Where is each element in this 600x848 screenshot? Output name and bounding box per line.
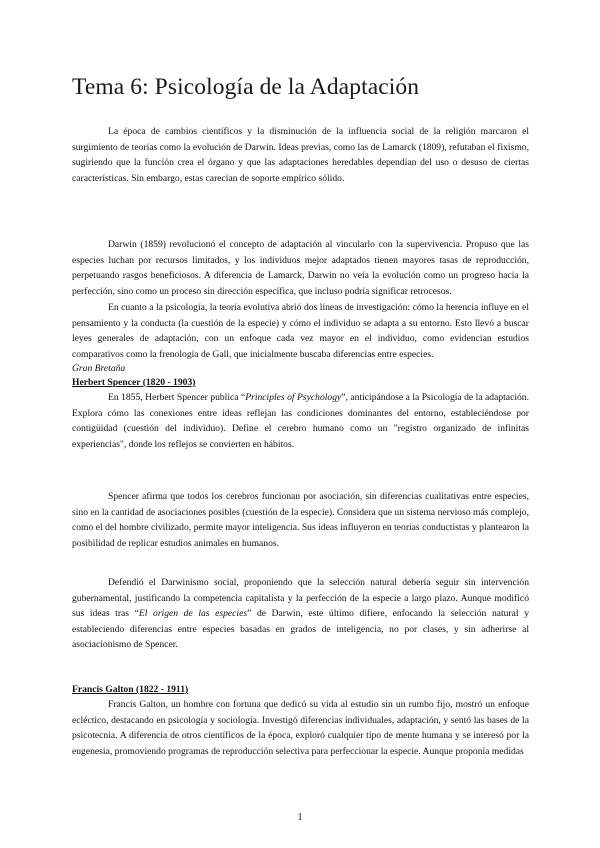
paragraph-psychology: En cuanto a la psicología, la teoría evolutiva abrió dos líneas de investigación: cómo la herencia influye en el pensamiento y la conducta (la cuestión de la especie) y cómo el individuo se adapta a su entorno. Esto llevó a buscar leyes generales de adaptación, con un enfoque cada vez mayor en el individuo, como evidencian estudios comparativos como la frenología de Gall, que inicialmente buscaba diferencias entre especies.: [72, 302, 529, 360]
heading-herbert-spencer: Herbert Spencer (1820 - 1903): [72, 377, 196, 388]
paragraph-spencer-3: [72, 575, 529, 653]
darwin-book-title: El origen de las especies: [138, 608, 248, 620]
spencer-book-title: Principles of Psychology: [245, 392, 342, 403]
spencer-p1-text-b: ”, anticipándose a la Psicología de la adaptación. Explora cómo las conexiones entre ideas reflejan las condiciones dominantes del entorno, estableciéndose por contigüidad (cuestión del individuo). Define el cerebro humano como un "registro organizado de infinitas experiencias", donde los reflejos se convierten en hábitos.: [72, 392, 529, 450]
paragraph-intro: La época de cambios científicos y la disminución de la influencia social de la religión marcaron el surgimiento de teorías como la evolución de Darwin. Ideas previas, como las de Lamarck (1809), refutaban el fixismo, sugiriendo que la función crea el órgano y que las adaptaciones heredables dependían del uso o desuso de ciertas características. Sin embargo, estas carecían de soporte empírico sólido.: [72, 126, 529, 184]
page-number: 1: [297, 812, 303, 823]
spencer-p1-text-a: En 1855, Herbert Spencer publica “: [108, 392, 246, 403]
paragraph-spencer-2: Spencer afirma que todos los cerebros funcionan por asociación, sin diferencias cualitativas entre especies, sino en la cantidad de asociaciones posibles (cuestión de la especie). Considera que un sistema nervioso más complejo, como el del hombre civilizado, permite mayor inteligencia. Sus ideas influyeron en teorías conductistas y plantearon la posibilidad de replicar estudios animales en humanos.: [72, 491, 529, 549]
paragraph-spencer-1: [72, 390, 529, 452]
paragraph-darwin: Darwin (1859) revolucionó el concepto de adaptación al vincularlo con la supervivencia. Propuso que las especies luchan por recursos limitados, y los individuos mejor adaptados tienen mayores tasas de reproducción, perpetuando rasgos beneficiosos. A diferencia de Lamarck, Darwin no veía la evolución como un progreso hacia la perfección, sino como un proceso sin dirección específica, que incluso podría significar retrocesos.: [72, 239, 529, 297]
heading-francis-galton: Francis Galton (1822 - 1911): [72, 684, 189, 695]
spencer-p3-text-a: Defendió el Darwinismo social, proponiendo que la selección natural debería seguir sin intervención gubernamental, justificando la competencia capitalista y la perfección de la especie a largo plazo. Aunque modificó sus ideas tras “: [72, 577, 529, 620]
paragraph-galton-1: Francis Galton, un hombre con fortuna que dedicó su vida al estudio sin un rumbo fijo, mostró un enfoque ecléctico, destacando en psicología y sociología. Investigó diferencias individuales, adaptación, y sentó las bases de la psicotecnia. A diferencia de otros científicos de la época, exploró cualquier tipo de mente humana y se interesó por la eugenesia, promoviendo programas de reproducción selectiva para perfeccionar la especie. Aunque proponía medidas: [72, 699, 529, 757]
spencer-p3-text-b: ” de Darwin, este último difiere, enfocando la selección natural y estableciendo diferencias entre especies basadas en grados de inteligencia, no por clases, y sin adherirse al asociacionismo de Spencer.: [72, 608, 529, 651]
page-title: Tema 6: Psicología de la Adaptación: [72, 74, 420, 100]
section-label-gran-bretana: Gran Bretaña: [72, 363, 126, 374]
